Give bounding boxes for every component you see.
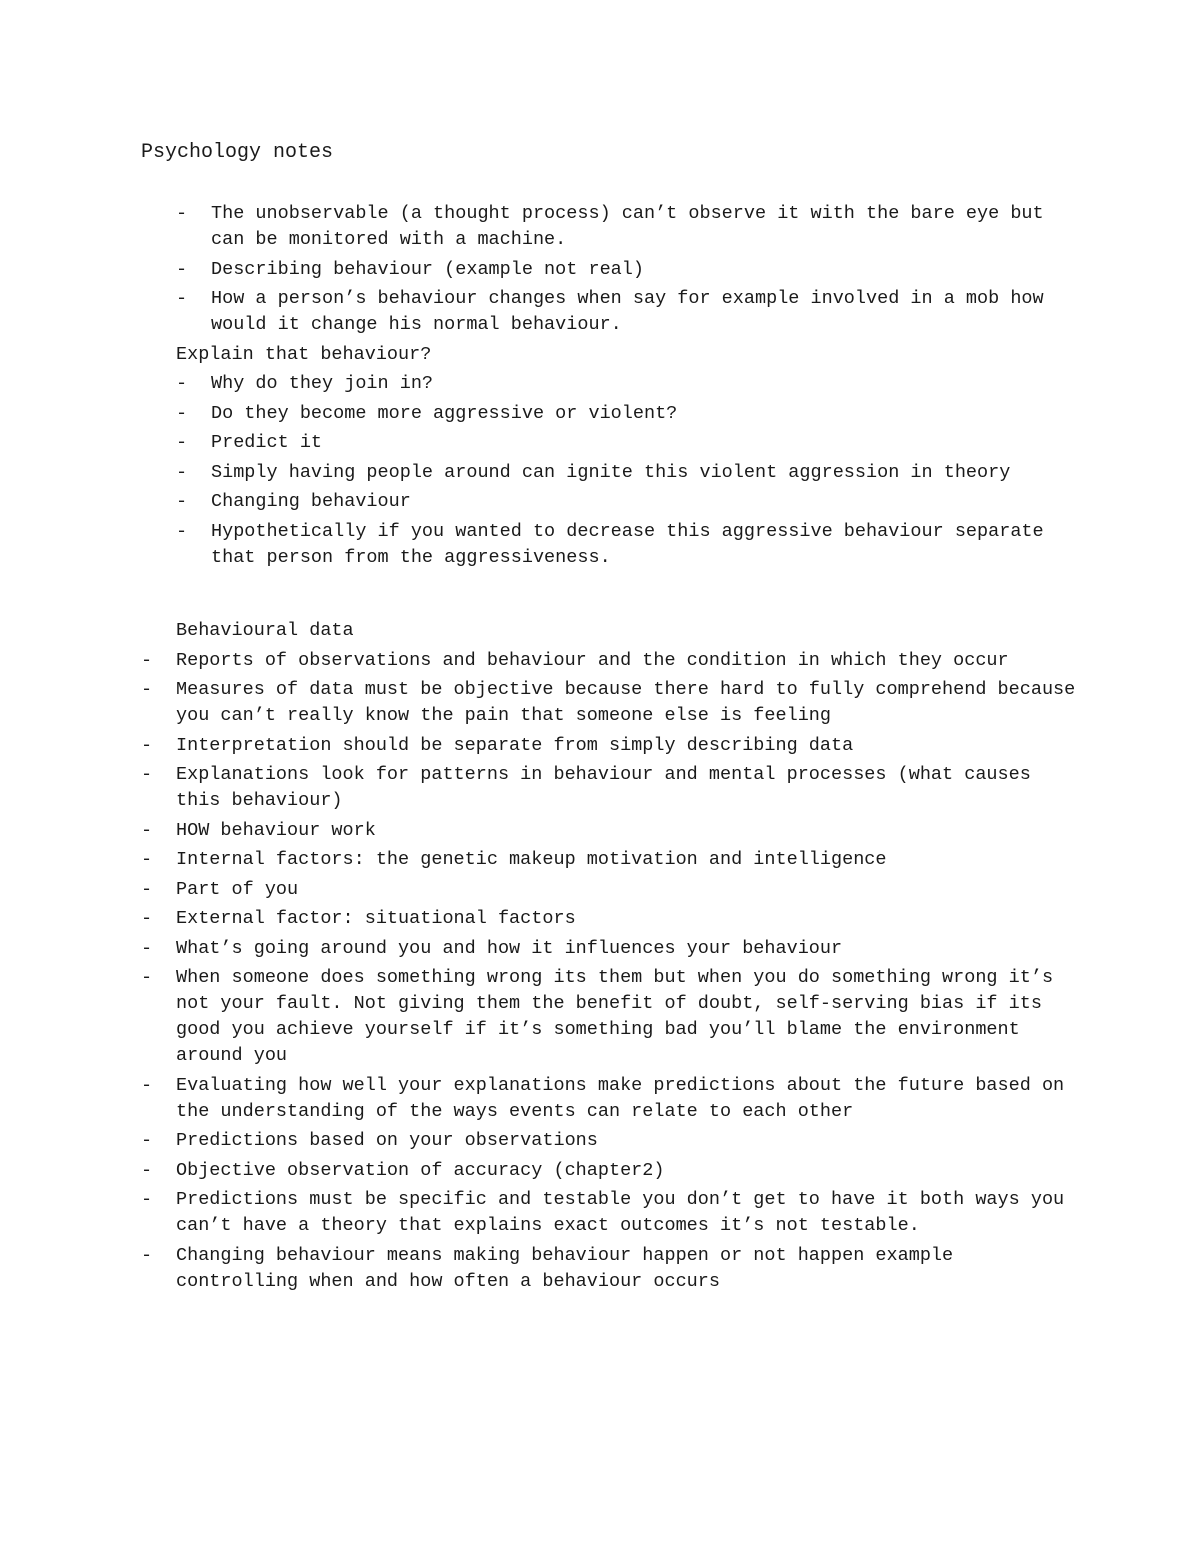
- bullet-dash: -: [176, 203, 188, 224]
- list-item: [0, 489, 1200, 515]
- list-item-text: Hypothetically if you wanted to decrease this aggressive behaviour separate that person from the aggressiveness.: [211, 520, 1044, 568]
- list-item: [0, 1158, 1200, 1184]
- list-item: [0, 1187, 1200, 1239]
- list-item: [0, 762, 1200, 814]
- list-item-text: Changing behaviour: [211, 491, 411, 512]
- list-item: [0, 371, 1200, 397]
- page-title: Psychology notes: [141, 141, 334, 164]
- list-item-text: Interpretation should be separate from simply describing data: [176, 734, 854, 756]
- list-item-text: Part of you: [176, 878, 299, 900]
- bullet-dash: -: [176, 491, 188, 512]
- list-item-text: Changing behaviour means making behaviour happen or not happen example controlling when and how often a behaviour occurs: [176, 1244, 954, 1292]
- list-item-text: What’s going around you and how it influences your behaviour: [176, 937, 843, 959]
- list-item: [0, 877, 1200, 903]
- section-heading-text: Behavioural data: [176, 620, 354, 641]
- bullet-dash: -: [141, 1130, 153, 1151]
- bullet-dash: -: [176, 258, 188, 280]
- subheading-text: Explain that behaviour?: [176, 343, 432, 365]
- list-item: [0, 648, 1200, 674]
- bullet-dash: -: [141, 967, 153, 988]
- bullet-dash: -: [141, 1159, 153, 1181]
- list-item-text: Evaluating how well your explanations make predictions about the future based on the understanding of the ways events can relate to each other: [176, 1074, 1065, 1122]
- list-item-text: When someone does something wrong its them but when you do something wrong it’s not your fault. Not giving them the benefit of doubt, self-serving bias if its good you achieve yourself if it’s something bad you’ll blame the environment around you: [176, 967, 1054, 1066]
- bullet-dash: -: [141, 649, 153, 671]
- list-item: [0, 965, 1200, 1069]
- list-item-text: Reports of observations and behaviour and the condition in which they occur: [176, 649, 1009, 671]
- subheading: [0, 342, 1200, 368]
- list-item: [0, 401, 1200, 427]
- list-item: [0, 936, 1200, 962]
- bullet-dash: -: [141, 937, 153, 959]
- list-item-text: Objective observation of accuracy (chapter2): [176, 1159, 665, 1181]
- list-item: [0, 677, 1200, 729]
- bullet-dash: -: [176, 432, 188, 453]
- list-item-text: HOW behaviour work: [176, 819, 376, 841]
- list-item-text: Measures of data must be objective because there hard to fully comprehend because you can’t really know the pain that someone else is feeling: [176, 679, 1076, 726]
- list-item-text: Why do they join in?: [211, 373, 434, 394]
- bullet-dash: -: [141, 1244, 153, 1266]
- section-two: [0, 618, 1200, 1298]
- bullet-dash: -: [141, 734, 153, 756]
- list-item: [0, 906, 1200, 932]
- bullet-dash: -: [141, 819, 153, 841]
- bullet-dash: -: [176, 402, 188, 424]
- bullet-dash: -: [176, 520, 188, 542]
- list-item-text: External factor: situational factors: [176, 908, 576, 929]
- bullet-dash: -: [176, 288, 188, 309]
- bullet-dash: -: [176, 461, 188, 483]
- bullet-dash: -: [141, 764, 153, 785]
- list-item: [0, 519, 1200, 571]
- bullet-dash: -: [176, 373, 188, 394]
- bullet-dash: -: [141, 908, 153, 929]
- bullet-dash: -: [141, 679, 153, 700]
- list-item-text: Predict it: [211, 432, 323, 453]
- list-item: [0, 201, 1200, 253]
- list-item: [0, 460, 1200, 486]
- list-item-text: Internal factors: the genetic makeup motivation and intelligence: [176, 849, 887, 870]
- list-item-text: Predictions must be specific and testable you don’t get to have it both ways you can’t have a theory that explains exact outcomes it’s not testable.: [176, 1189, 1065, 1236]
- list-item-text: Describing behaviour (example not real): [211, 258, 644, 280]
- list-item: [0, 1073, 1200, 1125]
- list-item-text: Explanations look for patterns in behaviour and mental processes (what causes this behaviour): [176, 764, 1031, 811]
- list-item-text: Do they become more aggressive or violent?: [211, 402, 678, 424]
- section-heading: [0, 618, 1200, 644]
- list-item-text: The unobservable (a thought process) can’t observe it with the bare eye but can be monitored with a machine.: [211, 203, 1044, 250]
- list-item-text: Predictions based on your observations: [176, 1130, 598, 1151]
- list-item: [0, 286, 1200, 338]
- list-item: [0, 818, 1200, 844]
- list-item-text: How a person’s behaviour changes when say for example involved in a mob how would it change his normal behaviour.: [211, 288, 1044, 335]
- section-one: [0, 201, 1200, 574]
- bullet-dash: -: [141, 849, 153, 870]
- list-item: [0, 1128, 1200, 1154]
- list-item: [0, 1243, 1200, 1295]
- list-item-text: Simply having people around can ignite this violent aggression in theory: [211, 461, 1011, 483]
- bullet-dash: -: [141, 1074, 153, 1096]
- list-item: [0, 847, 1200, 873]
- bullet-dash: -: [141, 1189, 153, 1210]
- list-item: [0, 430, 1200, 456]
- bullet-dash: -: [141, 878, 153, 900]
- list-item: [0, 257, 1200, 283]
- list-item: [0, 733, 1200, 759]
